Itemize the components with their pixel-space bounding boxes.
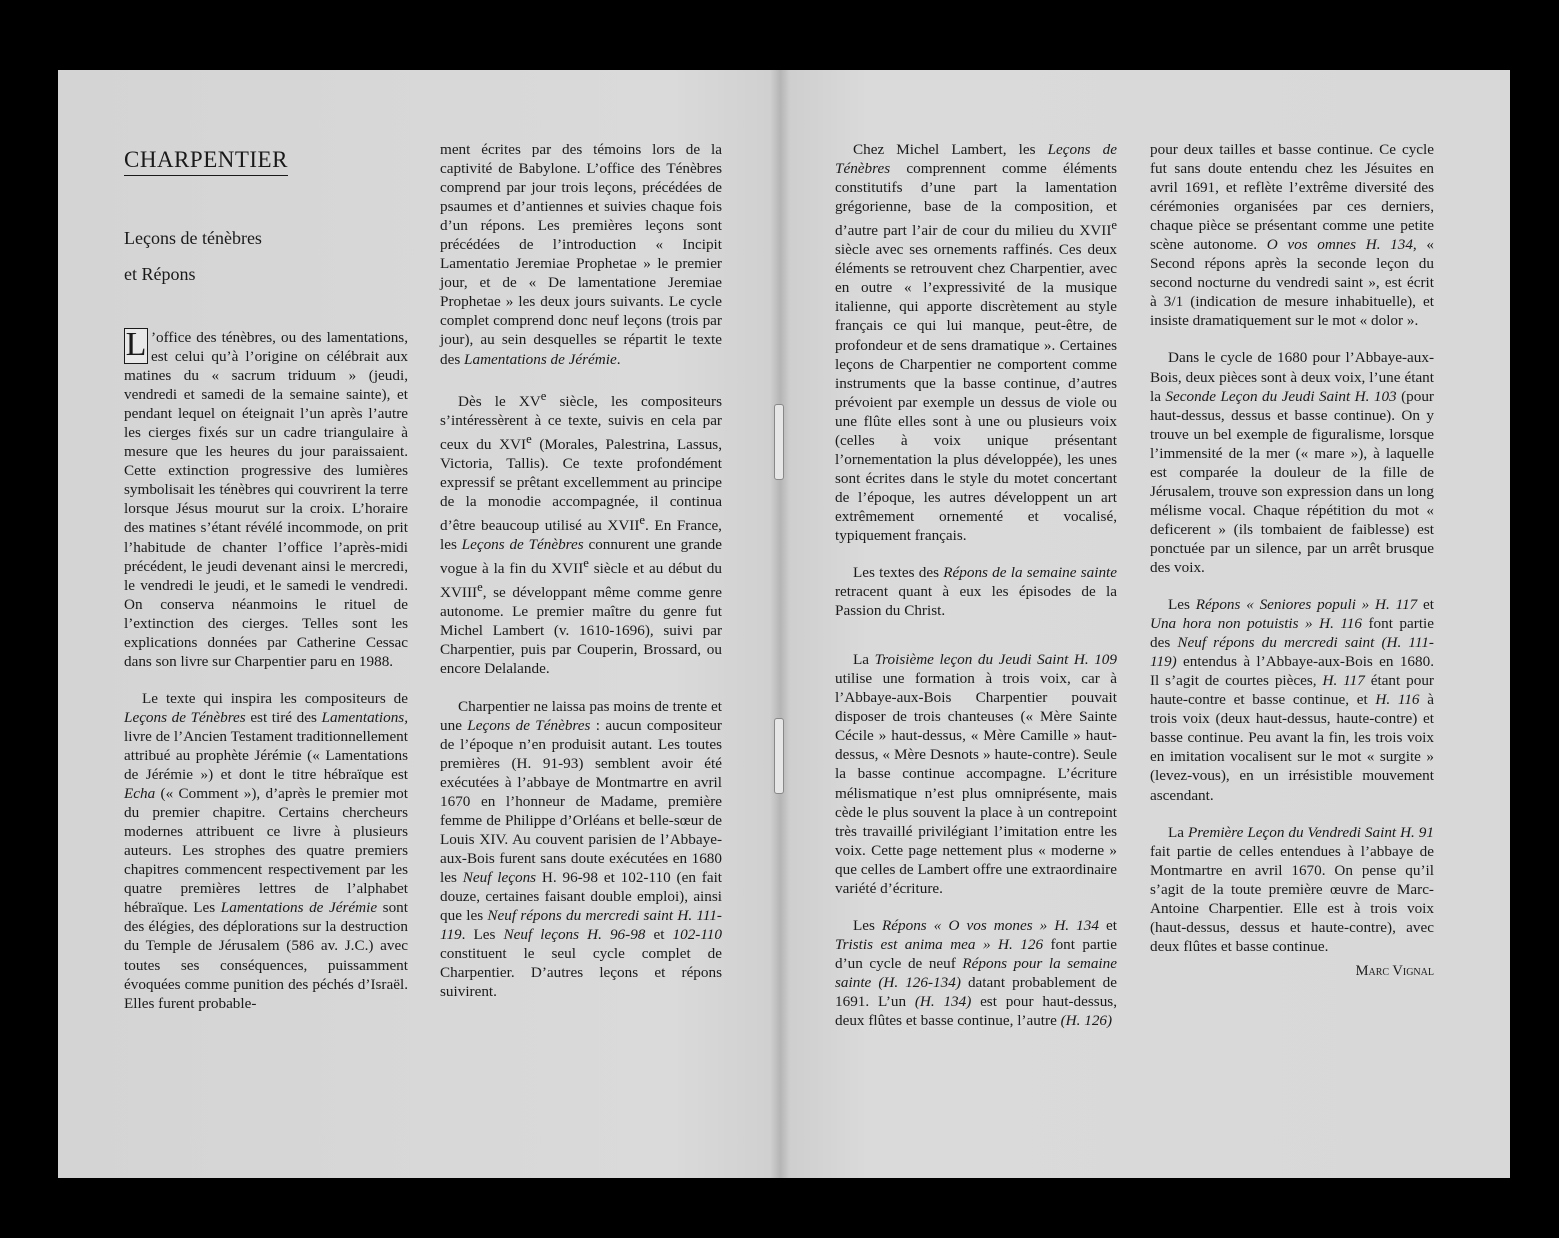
- booklet-spread: [58, 70, 1510, 1178]
- paragraph: La Première Leçon du Vendredi Saint H. 91 fait partie de celles entendues à l’abbaye de Montmartre en avril 1670. On pense qu’il s’agit de la toute première œuvre de Marc-Antoine Charpentier. Elle est à trois voix (haut-dessus, dessus et haute-contre), avec deux flûtes et basse continue.: [1150, 823, 1434, 955]
- left-column-1: [124, 146, 408, 1013]
- book-gutter: [770, 70, 790, 1178]
- subtitle-line-1: Leçons de ténèbres: [124, 228, 262, 248]
- drop-cap: L: [125, 326, 147, 363]
- right-column-2: [1150, 140, 1434, 981]
- paragraph: L ’office des ténèbres, ou des lamentations, est celui qu’à l’origine on célébrait aux matines du « sacrum triduum » (jeudi, vendredi et samedi de la semaine sainte), et pendant lequel on éteignait l’un après l’autre les cierges fixés sur un cadre triangulaire à mesure que les heures du jour paraissaient. Cette extinction progressive des lumières symbolisait les ténèbres qui couvrirent la terre lorsque Jésus mourut sur la croix. L’horaire des matines s’étant révélé incommode, on prit l’habitude de chanter l’office l’après-midi précédent, le jeudi devenant ainsi le mercredi, le vendredi le jeudi, et le samedi le vendredi. On conserva néanmoins le rituel de l’extinction des cierges. Telles sont les explications données par Catherine Cessac dans son livre sur Charpentier paru en 1988.: [124, 326, 408, 670]
- left-page: [58, 70, 780, 1178]
- paragraph: Les Répons « O vos mones » H. 134 et Tristis est anima mea » H. 126 font partie d’un cycle de neuf Répons pour la semaine sainte (H. 126-134) datant probablement de 1691. L’un (H. 134) est pour haut-dessus, deux flûtes et basse continue, l’autre (H. 126): [835, 916, 1118, 1030]
- paragraph: La Troisième leçon du Jeudi Saint H. 109 utilise une formation à trois voix, car à l’Abbaye-aux-Bois Charpentier pouvait disposer de trois chanteuses (« Mère Sainte Cécile » haut-dessus, « Mère Camille » haut-dessus, « Mère Desnots » haute-contre). Seule la basse continue accompagne. L’écriture mélismatique n’est plus omniprésente, mais cède le plus souvent la place à un contrepoint très travaillé privilégiant l’imitation entre les voix. Cette page nettement plus « moderne » que celles de Lambert offre une extraordinaire variété d’écriture.: [835, 651, 1117, 897]
- paragraph: Les Répons « Seniores populi » H. 117 et Una hora non potuistis » H. 116 font partie des Neuf répons du mercredi saint (H. 111-119) entendus à l’Abbaye-aux-Bois en 1680. Il s’agit de courtes pièces, H. 117 étant pour haute-contre et basse continue, et H. 116 à trois voix (deux haut-dessus, haute-contre) et basse continue. Peu avant la fin, les trois voix en imitation vocalisent sur le mot « surgite » (levez-vous), en un irrésistible mouvement ascendant.: [1150, 596, 1435, 804]
- paragraph: pour deux tailles et basse continue. Ce cycle fut sans doute entendu chez les Jésuites en avril 1691, et reflète l’extrême diversité des cérémonies organisées par ces derniers, chaque pièce se présentant comme une petite scène autonome. O vos omnes H. 134, « Second répons après la seconde leçon du second nocturne du vendredi saint », est écrit à 3/1 (indication de mesure inhabituelle), et insiste dramatiquement sur le mot « dolor ».: [1150, 141, 1434, 330]
- page-title: CHARPENTIER: [124, 146, 288, 176]
- left-column-2: [440, 140, 722, 1001]
- paragraph: ment écrites par des témoins lors de la captivité de Babylone. L’office des Ténèbres comprend par jour trois leçons, précédées de psaumes et d’antiennes et suivies chaque fois d’un répons. Les premières leçons sont précédées de l’introduction « Incipit Lamentatio Jeremiae Prophetae » le premier jour, et de « De lamentatione Jeremiae Prophetae » les deux jours suivants. Le cycle complet comprend donc neuf leçons (trois par jour), au sein desquelles se répartit le texte des Lamentations de Jérémie.: [440, 141, 722, 368]
- right-column-1: [835, 140, 1117, 1030]
- author-signature: Marc Vignal: [1355, 962, 1434, 979]
- subtitle-line-2: et Répons: [124, 264, 196, 284]
- paragraph: Dans le cycle de 1680 pour l’Abbaye-aux-Bois, deux pièces sont à deux voix, l’une étant la Seconde Leçon du Jeudi Saint H. 103 (pour haut-dessus, dessus et basse continue). On y trouve un bel exemple de figuralisme, lorsque l’immensité de la mer (« mare »), à laquelle est comparée la douleur de la fille de Jérusalem, trouve son expression dans un long mélisme vocal. Chaque répétition du mot « deficerent » (ils tombaient de faiblesse) est ponctuée par un silence, par un arrêt brusque des voix.: [1150, 349, 1434, 576]
- paragraph: Chez Michel Lambert, les Leçons de Ténèbres comprennent comme éléments constitutifs d’une part la lamentation grégorienne, base de la composition, et d’autre part l’air de cour du milieu du XVIIe siècle avec ses ornements raffinés. Ces deux éléments se retrouvent chez Charpentier, avec en outre « l’expressivité de la musique italienne, qui apporte discrètement au style français ce qui lui manque, peut-être, de profondeur et de sens dramatique ». Certaines leçons de Charpentier ne comportent comme instruments que la basse continue, d’autres prévoient par exemple un dessus de viole ou une flûte elles sont à une ou plusieurs voix (celles à voix unique présentant l’ornementation la plus développée), les unes sont écrites dans le style du motet concertant de l’époque, les autres développent un art extrêmement ornementé et vocalisé, typiquement français.: [835, 141, 1117, 544]
- staple-bottom: [774, 718, 784, 794]
- staple-top: [774, 404, 784, 480]
- paragraph: Charpentier ne laissa pas moins de trente et une Leçons de Ténèbres : aucun compositeur de l’époque n’en produisit autant. Les toutes premières (H. 91-93) semblent avoir été exécutées à l’abbaye de Montmartre en avril 1670 en l’honneur de Madame, première femme de Philippe d’Orléans et belle-sœur de Louis XIV. Au couvent parisien de l’Abbaye-aux-Bois furent sans doute exécutées en 1680 les Neuf leçons H. 96-98 et 102-110 (en fait douze, certaines faisant double emploi), ainsi que les Neuf répons du mercredi saint H. 111-119. Les Neuf leçons H. 96-98 et 102-110 constituent le seul cycle complet de Charpentier. D’autres leçons et répons suivirent.: [440, 697, 723, 1001]
- right-page: [780, 70, 1510, 1178]
- paragraph: Les textes des Répons de la semaine sainte retracent quant à eux les épisodes de la Passion du Christ.: [835, 564, 1118, 620]
- paragraph: Le texte qui inspira les compositeurs de Leçons de Ténèbres est tiré des Lamentations, livre de l’Ancien Testament traditionnellement attribué au prophète Jérémie (« Lamentations de Jérémie ») et dont le titre hébraïque est Echa (« Comment »), d’après le premier mot du premier chapitre. Certains chercheurs modernes attribuent ce livre à plusieurs auteurs. Les strophes des quatre premiers chapitres commencent respectivement par les quatre premières lettres de l’alphabet hébraïque. Les Lamentations de Jérémie sont des élégies, des déplorations sur la destruction du Temple de Jérusalem (586 av. J.C.) avec toutes ses conséquences, puissamment évoquées comme punition des péchés d’Israël. Elles furent probable-: [124, 689, 408, 1012]
- paragraph: Dès le XVe siècle, les compositeurs s’intéressèrent à ce texte, suivis en cela par ceux du XVIe (Morales, Palestrina, Lassus, Victoria, Tallis). Ce texte profondément expressif se prêtant excellemment au principe de la monodie accompagnée, il continua d’être beaucoup utilisé au XVIIe. En France, les Leçons de Ténèbres connurent une grande vogue à la fin du XVIIe siècle et au début du XVIIIe, se développant même comme genre autonome. Le premier maître du genre fut Michel Lambert (v. 1610-1696), suivi par Charpentier, puis par Couperin, Brossard, ou encore Delalande.: [440, 388, 722, 678]
